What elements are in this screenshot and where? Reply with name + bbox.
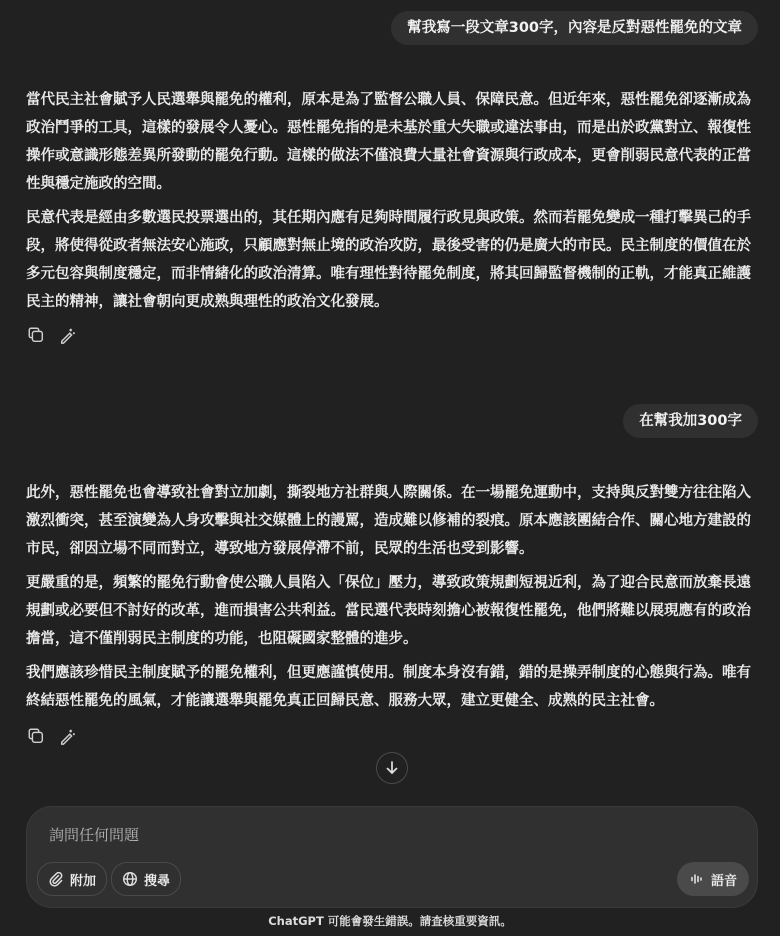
globe-icon [122,871,138,887]
user-message-text: 在幫我加300字 [639,413,742,429]
message-composer [26,806,758,908]
attach-button[interactable] [37,862,107,896]
paperclip-icon [48,871,64,887]
copy-button[interactable] [26,325,46,345]
reply-paragraph: 民意代表是經由多數選民投票選出的，其任期內應有足夠時間履行政見與政策。然而若罷免變成一種打擊異己的手段，將使得從政者無法安心施政，只顧應對無止境的政治攻防，最後受害的仍是廣大的市民。民主制度的價值在於多元包容與制度穩定，而非情緒化的政治清算。唯有理性對待罷免制度，將其回歸監督機制的正軌，才能真正維護民主的精神，讓社會朝向更成熟與理性的政治文化發展。 [26,210,751,310]
voice-label: 語音 [710,873,737,889]
edit-sparkle-icon [59,326,77,344]
copy-button[interactable] [26,726,46,746]
search-button[interactable] [111,862,181,896]
edit-button[interactable] [58,325,78,345]
reply-paragraph: 更嚴重的是，頻繁的罷免行動會使公職人員陷入「保位」壓力，導致政策規劃短視近利，為了迎合民意而放棄長遠規劃或必要但不討好的改革，進而損害公共利益。當民選代表時刻擔心被報復性罷免，他們將難以展現應有的政治擔當，這不僅削弱民主制度的功能，也阻礙國家整體的進步。 [26,575,751,647]
reply-paragraph: 當代民主社會賦予人民選舉與罷免的權利，原本是為了監督公職人員、保障民意。但近年來，惡性罷免卻逐漸成為政治鬥爭的工具，這樣的發展令人憂心。惡性罷免指的是未基於重大失職或違法事由，而是出於政黨對立、報復性操作或意識形態差異所發動的罷免行動。這樣的做法不僅浪費大量社會資源與行政成本，更會削弱民意代表的正當性與穩定施政的空間。 [26,92,751,192]
disclaimer-text: ChatGPT 可能會發生錯誤。請查核重要資訊。 [268,914,512,928]
user-message-bubble [623,404,758,438]
reply-paragraph: 我們應該珍惜民主制度賦予的罷免權利，但更應謹慎使用。制度本身沒有錯，錯的是操弄制度的心態與行為。唯有終結惡性罷免的風氣，才能讓選舉與罷免真正回歸民意、服務大眾，建立更健全、成熟的民主社會。 [26,665,751,709]
copy-icon [27,727,45,745]
copy-icon [27,326,45,344]
voice-button[interactable] [677,862,749,896]
user-message-bubble [391,11,758,45]
message-actions [26,726,78,746]
search-label: 搜尋 [144,873,171,889]
message-actions [26,325,78,345]
reply-paragraph: 此外，惡性罷免也會導致社會對立加劇，撕裂地方社群與人際關係。在一場罷免運動中，支持與反對雙方往往陷入激烈衝突，甚至演變為人身攻擊與社交媒體上的謾罵，造成難以修補的裂痕。原本應該團結合作、關心地方建設的市民，卻因立場不同而對立，導致地方發展停滯不前，民眾的生活也受到影響。 [26,485,751,557]
scroll-to-bottom-button[interactable] [376,752,408,784]
voice-waveform-icon [689,871,705,887]
edit-sparkle-icon [59,727,77,745]
assistant-reply [26,86,758,322]
user-message-text: 幫我寫一段文章300字，內容是反對惡性罷免的文章 [407,20,742,36]
edit-button[interactable] [58,726,78,746]
attach-label: 附加 [70,873,97,889]
assistant-reply [26,479,758,721]
prompt-input[interactable] [47,825,651,845]
arrow-down-icon [384,760,400,776]
